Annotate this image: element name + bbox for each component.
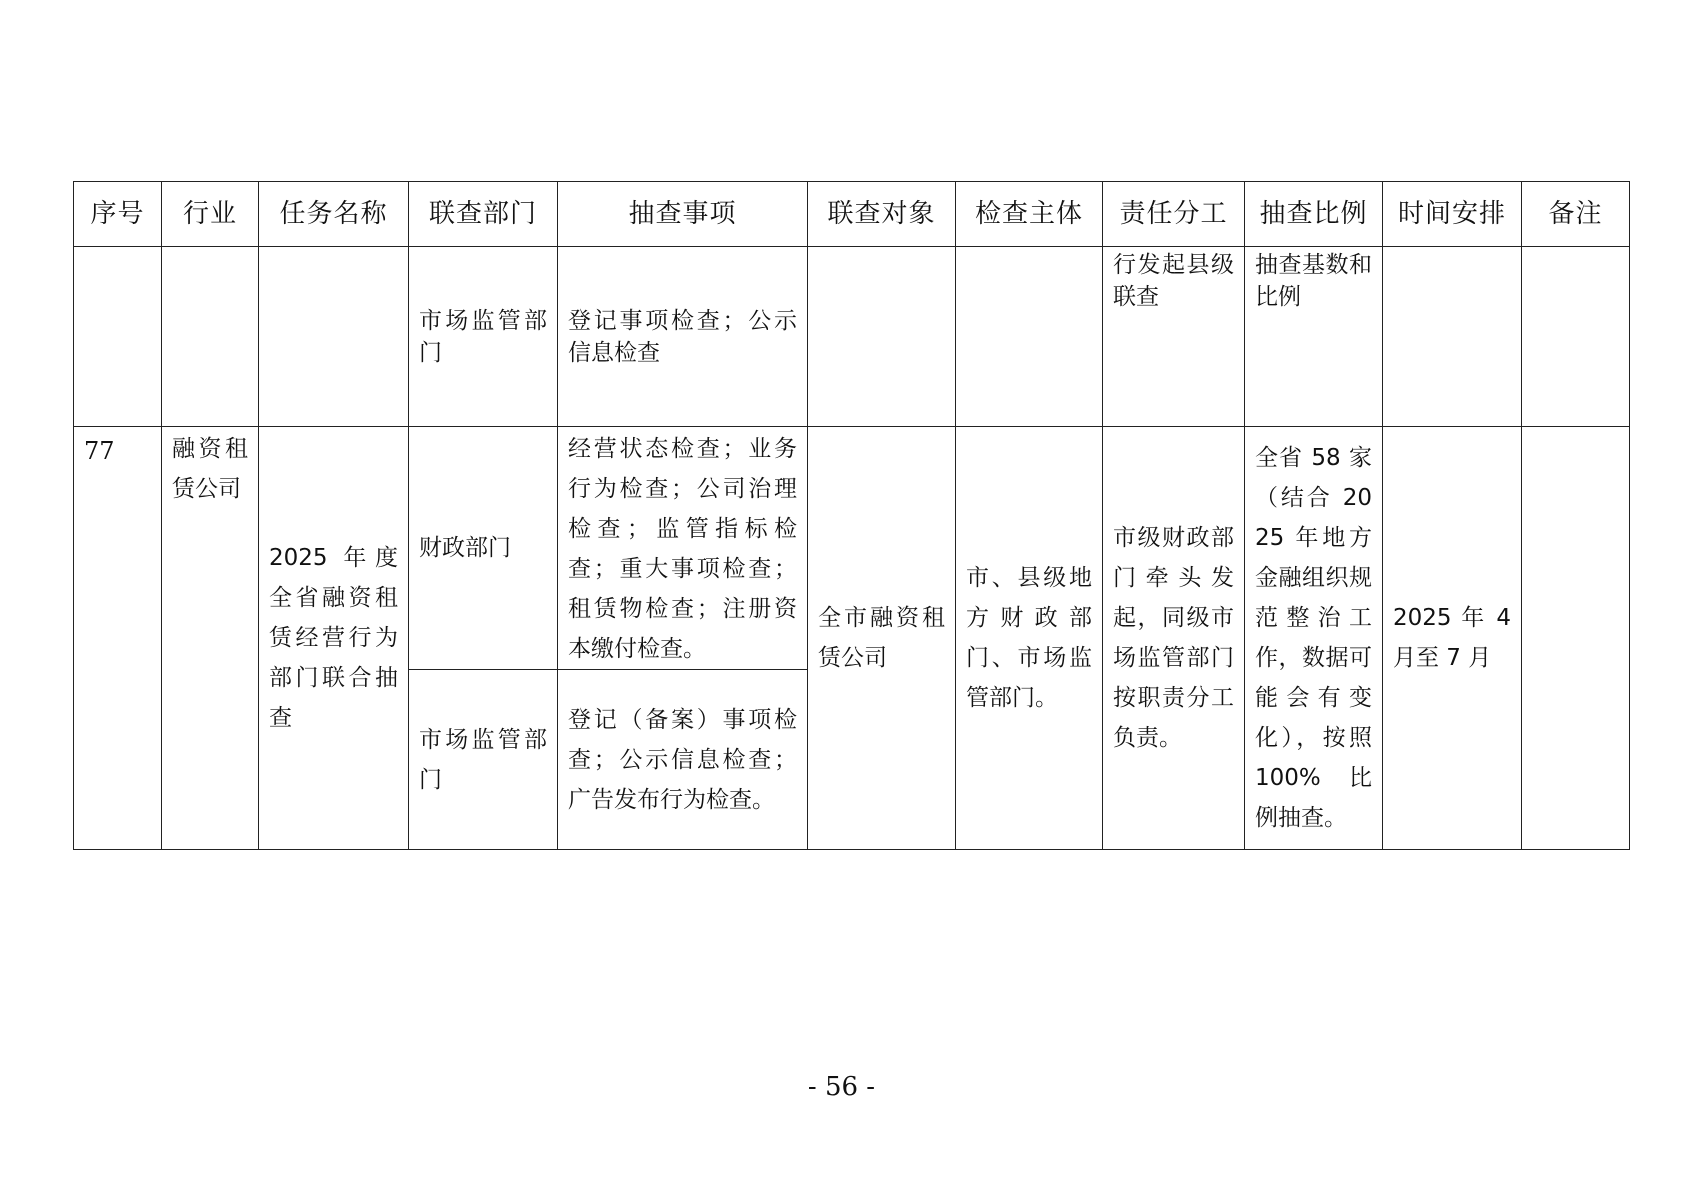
header-schedule: 时间安排 [1383, 182, 1522, 247]
header-task: 任务名称 [259, 182, 409, 247]
cell-dept-finance: 财政部门 [409, 427, 558, 670]
cell-industry: 融资租赁公司 [162, 427, 259, 850]
cell-duty: 市级财政部门牵头发起，同级市场监管部门按职责分工负责。 [1103, 427, 1245, 850]
header-note: 备注 [1522, 182, 1630, 247]
cell-empty [956, 247, 1103, 427]
cell-duty-continued: 行发起县级联查 [1103, 247, 1245, 427]
cell-task: 2025 年度全省融资租赁经营行为部门联合抽查 [259, 427, 409, 850]
header-industry: 行业 [162, 182, 259, 247]
cell-items-market: 登记（备案）事项检查；公示信息检查；广告发布行为检查。 [558, 670, 808, 850]
cell-ratio: 全省 58 家（结合 2025 年地方金融组织规范整治工作，数据可能会有变化），按照 100% 比例抽查。 [1245, 427, 1383, 850]
header-ratio: 抽查比例 [1245, 182, 1383, 247]
cell-empty [162, 247, 259, 427]
cell-empty [259, 247, 409, 427]
cell-subject: 市、县级地方财政部门、市场监管部门。 [956, 427, 1103, 850]
header-seq: 序号 [74, 182, 162, 247]
table-header-row [74, 182, 1630, 247]
header-items: 抽查事项 [558, 182, 808, 247]
inspection-table [73, 181, 1630, 850]
cell-target: 全市融资租赁公司 [808, 427, 956, 850]
page-number: - 56 - [807, 1072, 876, 1102]
header-duty: 责任分工 [1103, 182, 1245, 247]
cell-empty [808, 247, 956, 427]
cell-note [1522, 427, 1630, 850]
cell-items-finance: 经营状态检查；业务行为检查；公司治理检查；监管指标检查；重大事项检查；租赁物检查；注册资本缴付检查。 [558, 427, 808, 670]
cell-empty [74, 247, 162, 427]
cell-ratio-continued: 抽查基数和比例 [1245, 247, 1383, 427]
cell-empty [1522, 247, 1630, 427]
cell-schedule: 2025 年 4 月至 7 月 [1383, 427, 1522, 850]
cell-dept-continued: 市场监管部门 [409, 247, 558, 427]
cell-empty [1383, 247, 1522, 427]
cell-items-continued: 登记事项检查；公示信息检查 [558, 247, 808, 427]
cell-dept-market: 市场监管部门 [409, 670, 558, 850]
table-row-continued [74, 247, 1630, 427]
cell-seq: 77 [74, 427, 162, 850]
header-subject: 检查主体 [956, 182, 1103, 247]
header-dept: 联查部门 [409, 182, 558, 247]
header-target: 联查对象 [808, 182, 956, 247]
table-row-77a [74, 427, 1630, 670]
